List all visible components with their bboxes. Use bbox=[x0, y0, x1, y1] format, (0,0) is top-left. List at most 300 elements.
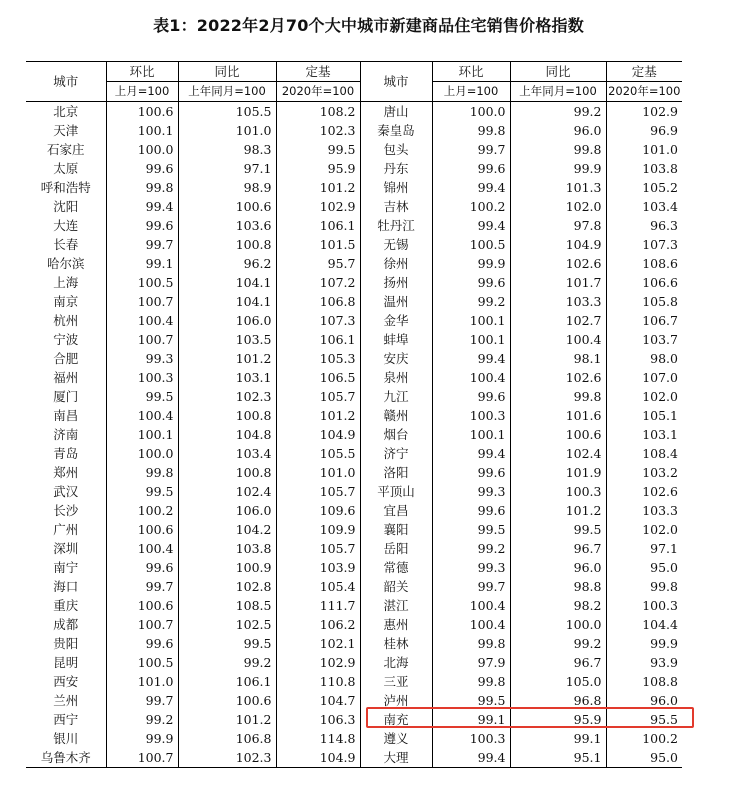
right-fixed-cell: 105.1 bbox=[642, 408, 678, 423]
right-mom-cell: 97.9 bbox=[432, 653, 510, 672]
left-city-cell: 重庆 bbox=[26, 596, 106, 615]
right-mom-cell: 99.3 bbox=[432, 482, 510, 501]
right-mom-cell: 100.1 bbox=[432, 311, 510, 330]
left-yoy-cell: 103.4 bbox=[178, 444, 276, 463]
right-city-cell: 三亚 bbox=[360, 672, 432, 691]
left-city-cell: 银川 bbox=[26, 729, 106, 748]
left-mom-cell: 100.1 bbox=[106, 425, 178, 444]
table-row bbox=[26, 368, 682, 387]
right-fixed-cell: 95.0 bbox=[650, 560, 678, 575]
table-row bbox=[26, 140, 682, 159]
right-city-cell: 襄阳 bbox=[360, 520, 432, 539]
table-row bbox=[26, 729, 682, 748]
right-mom-cell: 99.4 bbox=[432, 216, 510, 235]
right-city-cell: 锦州 bbox=[360, 178, 432, 197]
right-fixed-cell: 93.9 bbox=[650, 655, 678, 670]
table-row bbox=[26, 596, 682, 615]
left-city-cell: 厦门 bbox=[26, 387, 106, 406]
right-fixed-cell: 104.4 bbox=[642, 617, 678, 632]
left-fixed-cell: 107.2 bbox=[276, 273, 360, 292]
mom-base-left: 上月=100 bbox=[106, 82, 178, 102]
left-mom-cell: 100.5 bbox=[106, 273, 178, 292]
left-yoy-cell: 106.0 bbox=[178, 311, 276, 330]
right-city-cell: 桂林 bbox=[360, 634, 432, 653]
left-mom-cell: 100.4 bbox=[106, 311, 178, 330]
right-fixed-cell: 107.0 bbox=[642, 370, 678, 385]
left-mom-cell: 99.8 bbox=[106, 178, 178, 197]
right-fixed-cell: 97.1 bbox=[650, 541, 678, 556]
left-mom-cell: 100.7 bbox=[106, 748, 178, 768]
left-fixed-cell: 104.9 bbox=[276, 748, 360, 768]
right-yoy-cell: 99.1 bbox=[510, 729, 606, 748]
right-mom-cell: 100.3 bbox=[432, 406, 510, 425]
right-city-cell: 无锡 bbox=[360, 235, 432, 254]
right-fixed-cell: 100.2 bbox=[642, 731, 678, 746]
left-city-cell: 南昌 bbox=[26, 406, 106, 425]
table-row bbox=[26, 406, 682, 425]
left-yoy-cell: 97.1 bbox=[178, 159, 276, 178]
mom-header-right: 环比 bbox=[432, 62, 510, 82]
right-yoy-cell: 96.8 bbox=[510, 691, 606, 710]
left-mom-cell: 100.6 bbox=[106, 102, 178, 122]
right-fixed-cell: 108.4 bbox=[642, 446, 678, 461]
table-row bbox=[26, 748, 682, 768]
right-mom-cell: 99.2 bbox=[432, 539, 510, 558]
left-yoy-cell: 102.8 bbox=[178, 577, 276, 596]
right-fixed-cell: 102.9 bbox=[642, 104, 678, 119]
left-fixed-cell: 102.3 bbox=[276, 121, 360, 140]
right-mom-cell: 99.6 bbox=[432, 159, 510, 178]
table-row bbox=[26, 577, 682, 596]
left-yoy-cell: 102.3 bbox=[178, 748, 276, 768]
table-row bbox=[26, 634, 682, 653]
right-yoy-cell: 99.2 bbox=[510, 634, 606, 653]
left-mom-cell: 100.5 bbox=[106, 653, 178, 672]
right-yoy-cell: 101.3 bbox=[510, 178, 606, 197]
table-row bbox=[26, 216, 682, 235]
right-mom-cell: 99.6 bbox=[432, 463, 510, 482]
right-yoy-cell: 100.6 bbox=[510, 425, 606, 444]
left-city-cell: 乌鲁木齐 bbox=[26, 748, 106, 768]
left-fixed-cell: 105.3 bbox=[276, 349, 360, 368]
right-city-cell: 常德 bbox=[360, 558, 432, 577]
table-row bbox=[26, 121, 682, 140]
table-row bbox=[26, 672, 682, 691]
table-row bbox=[26, 539, 682, 558]
left-fixed-cell: 114.8 bbox=[276, 729, 360, 748]
right-yoy-cell: 98.1 bbox=[510, 349, 606, 368]
left-yoy-cell: 108.5 bbox=[178, 596, 276, 615]
right-city-cell: 温州 bbox=[360, 292, 432, 311]
left-mom-cell: 99.4 bbox=[106, 197, 178, 216]
header-row-base bbox=[26, 82, 682, 102]
table-row bbox=[26, 387, 682, 406]
right-city-cell: 九江 bbox=[360, 387, 432, 406]
right-mom-cell: 99.8 bbox=[432, 672, 510, 691]
left-yoy-cell: 100.9 bbox=[178, 558, 276, 577]
left-fixed-cell: 106.1 bbox=[276, 330, 360, 349]
left-mom-cell: 100.4 bbox=[106, 406, 178, 425]
right-mom-cell: 99.8 bbox=[432, 121, 510, 140]
left-mom-cell: 99.7 bbox=[106, 691, 178, 710]
left-fixed-cell: 102.1 bbox=[276, 634, 360, 653]
right-yoy-cell: 98.8 bbox=[510, 577, 606, 596]
table-row bbox=[26, 159, 682, 178]
right-city-cell: 宜昌 bbox=[360, 501, 432, 520]
right-yoy-cell: 95.9 bbox=[510, 710, 606, 729]
left-fixed-cell: 102.9 bbox=[276, 197, 360, 216]
right-yoy-cell: 101.6 bbox=[510, 406, 606, 425]
mom-base-right: 上月=100 bbox=[432, 82, 510, 102]
left-yoy-cell: 104.1 bbox=[178, 292, 276, 311]
left-fixed-cell: 111.7 bbox=[276, 596, 360, 615]
left-yoy-cell: 100.8 bbox=[178, 235, 276, 254]
right-yoy-cell: 96.0 bbox=[510, 558, 606, 577]
right-city-cell: 湛江 bbox=[360, 596, 432, 615]
right-mom-cell: 99.8 bbox=[432, 634, 510, 653]
left-yoy-cell: 98.3 bbox=[178, 140, 276, 159]
left-fixed-cell: 106.2 bbox=[276, 615, 360, 634]
right-city-cell: 泉州 bbox=[360, 368, 432, 387]
left-fixed-cell: 105.4 bbox=[276, 577, 360, 596]
table-row bbox=[26, 102, 682, 122]
table-row bbox=[26, 197, 682, 216]
right-city-cell: 徐州 bbox=[360, 254, 432, 273]
right-city-cell: 金华 bbox=[360, 311, 432, 330]
left-yoy-cell: 106.1 bbox=[178, 672, 276, 691]
right-fixed-cell: 103.1 bbox=[642, 427, 678, 442]
right-yoy-cell: 97.8 bbox=[510, 216, 606, 235]
right-fixed-cell: 107.3 bbox=[642, 237, 678, 252]
left-yoy-cell: 104.1 bbox=[178, 273, 276, 292]
left-city-cell: 南宁 bbox=[26, 558, 106, 577]
left-city-cell: 长春 bbox=[26, 235, 106, 254]
left-yoy-cell: 99.2 bbox=[178, 653, 276, 672]
left-mom-cell: 99.6 bbox=[106, 159, 178, 178]
right-mom-cell: 99.1 bbox=[432, 710, 510, 729]
right-yoy-cell: 101.7 bbox=[510, 273, 606, 292]
left-city-cell: 深圳 bbox=[26, 539, 106, 558]
table-row bbox=[26, 292, 682, 311]
right-fixed-cell: 108.6 bbox=[642, 256, 678, 271]
left-yoy-cell: 101.2 bbox=[178, 349, 276, 368]
right-mom-cell: 100.0 bbox=[432, 102, 510, 122]
right-fixed-cell: 101.0 bbox=[642, 142, 678, 157]
left-mom-cell: 99.2 bbox=[106, 710, 178, 729]
right-city-cell: 岳阳 bbox=[360, 539, 432, 558]
right-fixed-cell: 99.9 bbox=[650, 636, 678, 651]
left-mom-cell: 100.2 bbox=[106, 501, 178, 520]
left-fixed-cell: 105.7 bbox=[276, 539, 360, 558]
left-city-cell: 太原 bbox=[26, 159, 106, 178]
right-city-cell: 安庆 bbox=[360, 349, 432, 368]
table-row bbox=[26, 501, 682, 520]
table-row bbox=[26, 273, 682, 292]
left-yoy-cell: 104.8 bbox=[178, 425, 276, 444]
right-yoy-cell: 102.0 bbox=[510, 197, 606, 216]
left-city-cell: 西安 bbox=[26, 672, 106, 691]
left-mom-cell: 99.5 bbox=[106, 482, 178, 501]
right-city-cell: 烟台 bbox=[360, 425, 432, 444]
right-fixed-cell: 102.6 bbox=[642, 484, 678, 499]
right-fixed-cell: 108.8 bbox=[642, 674, 678, 689]
yoy-header-right: 同比 bbox=[510, 62, 606, 82]
left-fixed-cell: 108.2 bbox=[276, 102, 360, 122]
right-yoy-cell: 100.0 bbox=[510, 615, 606, 634]
left-yoy-cell: 103.6 bbox=[178, 216, 276, 235]
left-mom-cell: 100.1 bbox=[106, 121, 178, 140]
left-fixed-cell: 105.7 bbox=[276, 482, 360, 501]
right-yoy-cell: 99.8 bbox=[510, 387, 606, 406]
left-city-cell: 济南 bbox=[26, 425, 106, 444]
right-fixed-cell: 103.8 bbox=[642, 161, 678, 176]
right-fixed-cell: 106.7 bbox=[642, 313, 678, 328]
left-fixed-cell: 101.0 bbox=[276, 463, 360, 482]
right-fixed-cell: 100.3 bbox=[642, 598, 678, 613]
right-fixed-cell: 106.6 bbox=[642, 275, 678, 290]
left-yoy-cell: 102.3 bbox=[178, 387, 276, 406]
right-city-cell: 济宁 bbox=[360, 444, 432, 463]
left-fixed-cell: 95.7 bbox=[276, 254, 360, 273]
left-city-cell: 天津 bbox=[26, 121, 106, 140]
left-city-cell: 合肥 bbox=[26, 349, 106, 368]
city-col-header-right: 城市 bbox=[360, 62, 432, 102]
table-title: 表1：2022年2月70个大中城市新建商品住宅销售价格指数 bbox=[153, 16, 584, 35]
left-fixed-cell: 109.6 bbox=[276, 501, 360, 520]
left-yoy-cell: 105.5 bbox=[178, 102, 276, 122]
left-city-cell: 郑州 bbox=[26, 463, 106, 482]
left-city-cell: 青岛 bbox=[26, 444, 106, 463]
right-city-cell: 唐山 bbox=[360, 102, 432, 122]
left-fixed-cell: 101.2 bbox=[276, 406, 360, 425]
left-city-cell: 哈尔滨 bbox=[26, 254, 106, 273]
right-fixed-cell: 99.8 bbox=[650, 579, 678, 594]
right-fixed-cell: 103.4 bbox=[642, 199, 678, 214]
left-city-cell: 南京 bbox=[26, 292, 106, 311]
right-yoy-cell: 100.4 bbox=[510, 330, 606, 349]
right-mom-cell: 100.2 bbox=[432, 197, 510, 216]
left-fixed-cell: 106.5 bbox=[276, 368, 360, 387]
right-mom-cell: 99.5 bbox=[432, 520, 510, 539]
right-yoy-cell: 102.4 bbox=[510, 444, 606, 463]
right-mom-cell: 99.6 bbox=[432, 501, 510, 520]
left-fixed-cell: 106.8 bbox=[276, 292, 360, 311]
right-mom-cell: 100.4 bbox=[432, 368, 510, 387]
table-row bbox=[26, 653, 682, 672]
left-mom-cell: 100.7 bbox=[106, 330, 178, 349]
right-mom-cell: 100.1 bbox=[432, 425, 510, 444]
left-yoy-cell: 100.8 bbox=[178, 463, 276, 482]
table-row bbox=[26, 254, 682, 273]
right-mom-cell: 100.4 bbox=[432, 615, 510, 634]
right-yoy-cell: 95.1 bbox=[510, 748, 606, 768]
table-row bbox=[26, 311, 682, 330]
left-mom-cell: 99.7 bbox=[106, 235, 178, 254]
left-yoy-cell: 103.5 bbox=[178, 330, 276, 349]
left-mom-cell: 99.1 bbox=[106, 254, 178, 273]
right-yoy-cell: 96.7 bbox=[510, 653, 606, 672]
right-city-cell: 秦皇岛 bbox=[360, 121, 432, 140]
right-fixed-cell: 105.8 bbox=[642, 294, 678, 309]
right-yoy-cell: 104.9 bbox=[510, 235, 606, 254]
right-mom-cell: 99.6 bbox=[432, 273, 510, 292]
right-city-cell: 泸州 bbox=[360, 691, 432, 710]
left-fixed-cell: 107.3 bbox=[276, 311, 360, 330]
right-city-cell: 包头 bbox=[360, 140, 432, 159]
right-city-cell: 惠州 bbox=[360, 615, 432, 634]
right-yoy-cell: 99.9 bbox=[510, 159, 606, 178]
right-fixed-cell: 103.7 bbox=[642, 332, 678, 347]
table-row bbox=[26, 178, 682, 197]
left-city-cell: 上海 bbox=[26, 273, 106, 292]
left-city-cell: 成都 bbox=[26, 615, 106, 634]
left-yoy-cell: 100.8 bbox=[178, 406, 276, 425]
left-fixed-cell: 103.9 bbox=[276, 558, 360, 577]
fixed-base-left: 2020年=100 bbox=[276, 82, 360, 102]
right-mom-cell: 99.6 bbox=[432, 387, 510, 406]
right-city-cell: 扬州 bbox=[360, 273, 432, 292]
table-row bbox=[26, 425, 682, 444]
left-fixed-cell: 101.2 bbox=[276, 178, 360, 197]
left-city-cell: 福州 bbox=[26, 368, 106, 387]
left-city-cell: 贵阳 bbox=[26, 634, 106, 653]
left-mom-cell: 100.0 bbox=[106, 444, 178, 463]
right-fixed-cell: 103.3 bbox=[642, 503, 678, 518]
right-mom-cell: 99.2 bbox=[432, 292, 510, 311]
right-fixed-cell: 102.0 bbox=[642, 522, 678, 537]
left-city-cell: 大连 bbox=[26, 216, 106, 235]
right-fixed-cell: 95.0 bbox=[606, 748, 682, 768]
right-mom-cell: 100.3 bbox=[432, 729, 510, 748]
left-mom-cell: 99.6 bbox=[106, 634, 178, 653]
right-fixed-cell: 103.2 bbox=[642, 465, 678, 480]
right-city-cell: 韶关 bbox=[360, 577, 432, 596]
left-fixed-cell: 106.1 bbox=[276, 216, 360, 235]
yoy-header-left: 同比 bbox=[178, 62, 276, 82]
right-yoy-cell: 100.3 bbox=[510, 482, 606, 501]
left-yoy-cell: 106.8 bbox=[178, 729, 276, 748]
right-city-cell: 洛阳 bbox=[360, 463, 432, 482]
left-fixed-cell: 104.9 bbox=[276, 425, 360, 444]
left-yoy-cell: 99.5 bbox=[178, 634, 276, 653]
left-yoy-cell: 102.4 bbox=[178, 482, 276, 501]
fixed-header-right: 定基 bbox=[606, 62, 682, 82]
left-city-cell: 昆明 bbox=[26, 653, 106, 672]
table-row bbox=[26, 235, 682, 254]
left-mom-cell: 99.8 bbox=[106, 463, 178, 482]
left-fixed-cell: 105.5 bbox=[276, 444, 360, 463]
right-city-cell: 南充 bbox=[360, 710, 432, 729]
right-mom-cell: 99.4 bbox=[432, 748, 510, 768]
price-index-table bbox=[26, 61, 682, 768]
left-mom-cell: 100.4 bbox=[106, 539, 178, 558]
left-yoy-cell: 102.5 bbox=[178, 615, 276, 634]
right-yoy-cell: 96.7 bbox=[510, 539, 606, 558]
right-mom-cell: 99.9 bbox=[432, 254, 510, 273]
right-yoy-cell: 102.7 bbox=[510, 311, 606, 330]
left-fixed-cell: 104.7 bbox=[276, 691, 360, 710]
table-row bbox=[26, 615, 682, 634]
left-fixed-cell: 99.5 bbox=[276, 140, 360, 159]
right-mom-cell: 99.7 bbox=[432, 140, 510, 159]
right-city-cell: 大理 bbox=[360, 748, 432, 768]
left-yoy-cell: 104.2 bbox=[178, 520, 276, 539]
right-yoy-cell: 102.6 bbox=[510, 254, 606, 273]
right-yoy-cell: 102.6 bbox=[510, 368, 606, 387]
left-yoy-cell: 101.0 bbox=[178, 121, 276, 140]
table-row bbox=[26, 330, 682, 349]
right-mom-cell: 100.1 bbox=[432, 330, 510, 349]
right-mom-cell: 99.3 bbox=[432, 558, 510, 577]
left-mom-cell: 99.3 bbox=[106, 349, 178, 368]
left-city-cell: 兰州 bbox=[26, 691, 106, 710]
left-yoy-cell: 98.9 bbox=[178, 178, 276, 197]
right-yoy-cell: 98.2 bbox=[510, 596, 606, 615]
left-mom-cell: 101.0 bbox=[106, 672, 178, 691]
right-yoy-cell: 99.5 bbox=[510, 520, 606, 539]
left-fixed-cell: 101.5 bbox=[276, 235, 360, 254]
right-mom-cell: 99.7 bbox=[432, 577, 510, 596]
table-row bbox=[26, 558, 682, 577]
right-yoy-cell: 101.2 bbox=[510, 501, 606, 520]
city-col-header-left: 城市 bbox=[26, 62, 106, 102]
left-yoy-cell: 101.2 bbox=[178, 710, 276, 729]
right-mom-cell: 99.4 bbox=[432, 349, 510, 368]
left-fixed-cell: 95.9 bbox=[276, 159, 360, 178]
right-mom-cell: 100.4 bbox=[432, 596, 510, 615]
left-city-cell: 武汉 bbox=[26, 482, 106, 501]
left-yoy-cell: 103.1 bbox=[178, 368, 276, 387]
left-mom-cell: 99.9 bbox=[106, 729, 178, 748]
right-city-cell: 牡丹江 bbox=[360, 216, 432, 235]
left-fixed-cell: 109.9 bbox=[276, 520, 360, 539]
left-mom-cell: 99.7 bbox=[106, 577, 178, 596]
left-mom-cell: 99.6 bbox=[106, 216, 178, 235]
left-mom-cell: 100.0 bbox=[106, 140, 178, 159]
left-city-cell: 石家庄 bbox=[26, 140, 106, 159]
left-mom-cell: 100.6 bbox=[106, 520, 178, 539]
left-yoy-cell: 100.6 bbox=[178, 197, 276, 216]
table-row bbox=[26, 520, 682, 539]
left-mom-cell: 100.7 bbox=[106, 292, 178, 311]
table-row bbox=[26, 482, 682, 501]
left-yoy-cell: 103.8 bbox=[178, 539, 276, 558]
left-city-cell: 长沙 bbox=[26, 501, 106, 520]
right-yoy-cell: 99.8 bbox=[510, 140, 606, 159]
right-city-cell: 北海 bbox=[360, 653, 432, 672]
left-yoy-cell: 106.0 bbox=[178, 501, 276, 520]
left-mom-cell: 99.6 bbox=[106, 558, 178, 577]
left-mom-cell: 100.7 bbox=[106, 615, 178, 634]
left-city-cell: 海口 bbox=[26, 577, 106, 596]
right-mom-cell: 99.5 bbox=[432, 691, 510, 710]
highlight-box-nanchong bbox=[366, 707, 694, 728]
right-city-cell: 吉林 bbox=[360, 197, 432, 216]
table-row bbox=[26, 349, 682, 368]
left-fixed-cell: 105.7 bbox=[276, 387, 360, 406]
left-mom-cell: 100.6 bbox=[106, 596, 178, 615]
right-city-cell: 平顶山 bbox=[360, 482, 432, 501]
right-fixed-cell: 102.0 bbox=[642, 389, 678, 404]
right-city-cell: 丹东 bbox=[360, 159, 432, 178]
mom-header-left: 环比 bbox=[106, 62, 178, 82]
left-city-cell: 广州 bbox=[26, 520, 106, 539]
right-mom-cell: 99.4 bbox=[432, 178, 510, 197]
right-city-cell: 赣州 bbox=[360, 406, 432, 425]
right-fixed-cell: 96.0 bbox=[650, 693, 678, 708]
right-fixed-cell: 96.9 bbox=[650, 123, 678, 138]
left-city-cell: 宁波 bbox=[26, 330, 106, 349]
